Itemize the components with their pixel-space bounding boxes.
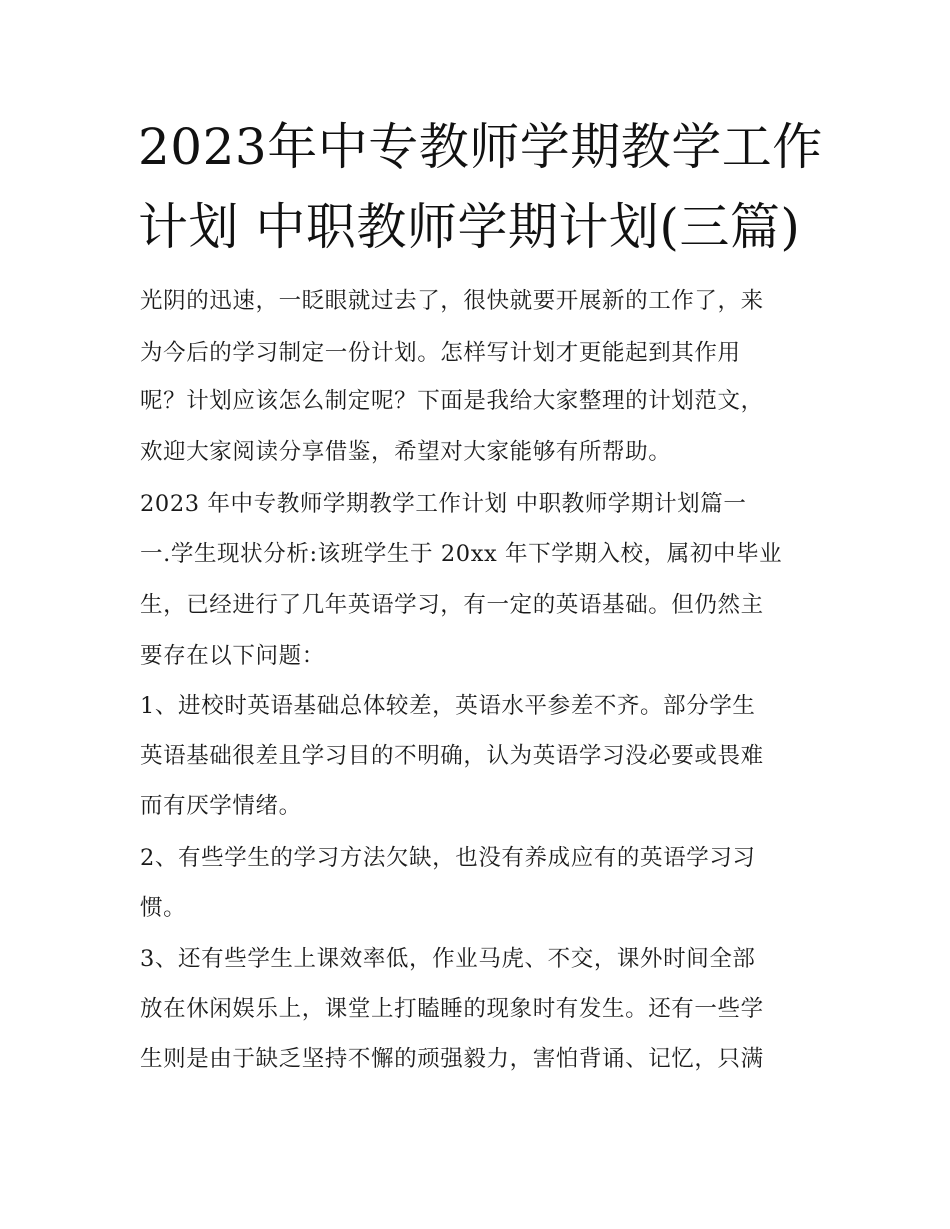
body-line: 3、还有些学生上课效率低，作业马虎、不交，课外时间全部 — [140, 946, 756, 972]
document-title-line-2: 计划 中职教师学期计划(三篇) — [138, 198, 801, 256]
body-line: 而有厌学情绪。 — [140, 793, 302, 819]
body-line: 2、有些学生的学习方法欠缺，也没有养成应有的英语学习习 — [140, 845, 756, 871]
body-line: 光阴的迅速，一眨眼就过去了，很快就要开展新的工作了，来 — [140, 288, 764, 314]
body-line: 一.学生现状分析:该班学生于 20xx 年下学期入校，属初中毕业 — [140, 541, 783, 567]
section-heading-line: 2023 年中专教师学期教学工作计划 中职教师学期计划篇一 — [140, 491, 747, 517]
body-line: 惯。 — [140, 895, 187, 921]
document-title-line-1: 2023年中专教师学期教学工作 — [138, 118, 823, 176]
body-line: 英语基础很差且学习目的不明确，认为英语学习没必要或畏难 — [140, 743, 764, 769]
body-line: 生则是由于缺乏坚持不懈的顽强毅力，害怕背诵、记忆，只满 — [140, 1046, 764, 1072]
body-line: 欢迎大家阅读分享借鉴，希望对大家能够有所帮助。 — [140, 439, 672, 465]
body-line: 为今后的学习制定一份计划。怎样写计划才更能起到其作用 — [140, 340, 741, 366]
body-line: 放在休闲娱乐上，课堂上打瞌睡的现象时有发生。还有一些学 — [140, 996, 764, 1022]
body-line: 1、进校时英语基础总体较差，英语水平参差不齐。部分学生 — [140, 693, 756, 719]
body-line: 呢？计划应该怎么制定呢？下面是我给大家整理的计划范文， — [140, 388, 764, 414]
body-line: 生，已经进行了几年英语学习，有一定的英语基础。但仍然主 — [140, 592, 764, 618]
body-line: 要存在以下问题： — [140, 643, 325, 669]
